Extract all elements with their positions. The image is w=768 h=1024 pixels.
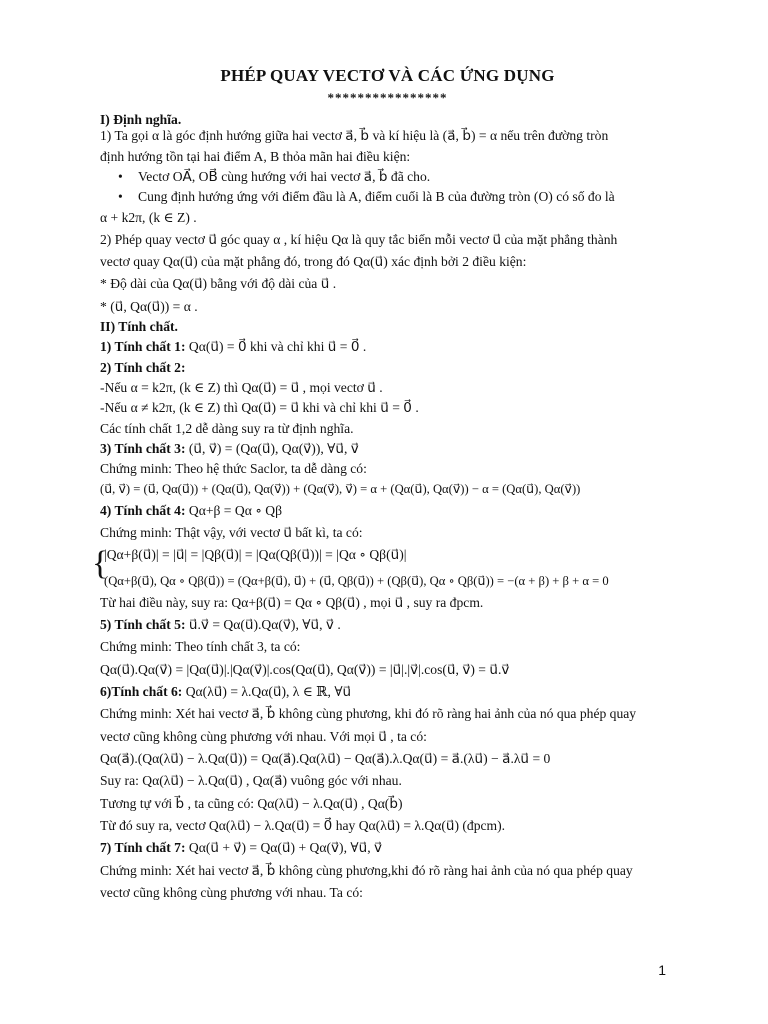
property-7-label: 7) Tính chất 7: <box>100 840 186 856</box>
property-5-statement: u⃗.v⃗ = Qα(u⃗).Qα(v⃗), ∀u⃗, v⃗ . <box>188 617 341 633</box>
definition-1-line-1: 1) Ta gọi α là góc định hướng giữa hai vectơ a⃗, b⃗ và kí hiệu là (a⃗, b⃗) = α nếu trên đường tròn <box>100 128 609 144</box>
property-3 <box>100 441 675 457</box>
property-7-statement: Qα(u⃗ + v⃗) = Qα(u⃗) + Qα(v⃗), ∀u⃗, v⃗ <box>188 840 383 856</box>
property-7 <box>100 840 675 856</box>
definition-1-line-2: định hướng tồn tại hai điểm A, B thỏa mãn hai điều kiện: <box>100 148 411 164</box>
property-4-label: 4) Tính chất 4: <box>100 502 186 518</box>
property-7-proof-line-2: vectơ cũng không cùng phương với nhau. Ta có: <box>100 884 363 900</box>
definition-2-line-2: vectơ quay Qα(u⃗) của mặt phẳng đó, trong đó Qα(u⃗) xác định bởi 2 điều kiện: <box>100 254 527 270</box>
property-1 <box>100 339 675 355</box>
property-6-proof-line-3: Suy ra: Qα(λu⃗) − λ.Qα(u⃗) , Qα(a⃗) vuông góc với nhau. <box>100 773 402 789</box>
property-6-label: 6)Tính chất 6: <box>100 684 183 700</box>
property-1-label: 1) Tính chất 1: <box>100 339 186 355</box>
property-5 <box>100 617 675 633</box>
section-heading-definition: I) Định nghĩa. <box>100 111 182 127</box>
definition-2-condition-2: * (u⃗, Qα(u⃗)) = α . <box>100 298 198 314</box>
property-4-proof-intro: Chứng minh: Thật vậy, với vectơ u⃗ bất kì, ta có: <box>100 525 363 541</box>
condition-bullet-2: • Cung định hướng ứng với điểm đầu là A, điểm cuối là B của đường tròn (O) có số đo là <box>100 189 675 205</box>
property-6-proof-line-1: Chứng minh: Xét hai vectơ a⃗, b⃗ không cùng phương, khi đó rõ ràng hai ảnh của nó qua phép quay <box>100 706 637 722</box>
page-number: 1 <box>658 962 666 978</box>
property-5-proof-intro: Chứng minh: Theo tính chất 3, ta có: <box>100 639 301 655</box>
property-5-proof-formula: Qα(u⃗).Qα(v⃗) = |Qα(u⃗)|.|Qα(v⃗)|.cos(Qα(u⃗), Qα(v⃗)) = |u⃗|.|v⃗|.cos(u⃗, v⃗) = u⃗.v⃗ <box>100 661 510 677</box>
property-2-label: 2) Tính chất 2: <box>100 359 186 375</box>
property-2-case-1: -Nếu α = k2π, (k ∈ Z) thì Qα(u⃗) = u⃗ , mọi vectơ u⃗ . <box>100 380 383 396</box>
property-4-system-line-2: (Qα+β(u⃗), Qα ∘ Qβ(u⃗)) = (Qα+β(u⃗), u⃗) + (u⃗, Qβ(u⃗)) + (Qβ(u⃗), Qα ∘ Qβ(u⃗)) = −(α + β) + β + α = 0 <box>104 573 609 588</box>
property-6-proof-formula: Qα(a⃗).(Qα(λu⃗) − λ.Qα(u⃗)) = Qα(a⃗).Qα(λu⃗) − Qα(a⃗).λ.Qα(u⃗) = a⃗.(λu⃗) − a⃗.λu⃗ = 0 <box>100 750 551 766</box>
property-4-system-line-1: |Qα+β(u⃗)| = |u⃗| = |Qβ(u⃗)| = |Qα(Qβ(u⃗))| = |Qα ∘ Qβ(u⃗)| <box>104 547 407 563</box>
property-6-proof-line-5: Từ đó suy ra, vectơ Qα(λu⃗) − λ.Qα(u⃗) = 0⃗ hay Qα(λu⃗) = λ.Qα(u⃗) (đpcm). <box>100 817 506 833</box>
property-2-case-2: -Nếu α ≠ k2π, (k ∈ Z) thì Qα(u⃗) = u⃗ khi và chỉ khi u⃗ = 0⃗ . <box>100 400 419 416</box>
title-separator: **************** <box>327 90 448 106</box>
property-6-proof-line-2: vectơ cũng không cùng phương với nhau. Với mọi u⃗ , ta có: <box>100 728 427 744</box>
condition-bullet-2-cont: α + k2π, (k ∈ Z) . <box>100 209 197 225</box>
property-4 <box>100 503 675 519</box>
page-title: PHÉP QUAY VECTƠ VÀ CÁC ỨNG DỤNG <box>220 66 555 85</box>
property-3-proof-formula: (u⃗, v⃗) = (u⃗, Qα(u⃗)) + (Qα(u⃗), Qα(v⃗)) + (Qα(v⃗), v⃗) = α + (Qα(u⃗), Qα(v⃗)) − α = (Qα(u⃗), Qα(v⃗)) <box>100 481 581 496</box>
property-1-statement: Qα(u⃗) = 0⃗ khi và chỉ khi u⃗ = 0⃗ . <box>188 339 367 355</box>
property-4-system <box>92 545 675 588</box>
property-7-proof-line-1: Chứng minh: Xét hai vectơ a⃗, b⃗ không cùng phương,khi đó rõ ràng hai ảnh của nó qua phép quay <box>100 862 633 878</box>
definition-2-condition-1: * Độ dài của Qα(u⃗) bằng với độ dài của u⃗ . <box>100 276 337 292</box>
left-brace-icon: { <box>92 545 109 583</box>
property-6 <box>100 684 675 700</box>
property-3-label: 3) Tính chất 3: <box>100 440 186 456</box>
property-2-note: Các tính chất 1,2 dễ dàng suy ra từ định nghĩa. <box>100 420 354 436</box>
property-6-statement: Qα(λu⃗) = λ.Qα(u⃗), λ ∈ ℝ, ∀u⃗ <box>185 684 352 700</box>
definition-2-line-1: 2) Phép quay vectơ u⃗ góc quay α , kí hiệu Qα là quy tắc biến mỗi vectơ u⃗ của mặt phẳng thành <box>100 231 618 247</box>
section-heading-properties: II) Tính chất. <box>100 319 178 335</box>
property-4-conclusion: Từ hai điều này, suy ra: Qα+β(u⃗) = Qα ∘ Qβ(u⃗) , mọi u⃗ , suy ra đpcm. <box>100 594 484 610</box>
property-6-proof-line-4: Tương tự với b⃗ , ta cũng có: Qα(λu⃗) − λ.Qα(u⃗) , Qα(b⃗) <box>100 795 403 811</box>
document-body <box>92 66 675 901</box>
property-4-statement: Qα+β = Qα ∘ Qβ <box>188 502 283 518</box>
property-5-label: 5) Tính chất 5: <box>100 617 186 633</box>
condition-bullet-1: • Vectơ OA⃗, OB⃗ cùng hướng với hai vectơ a⃗, b⃗ đã cho. <box>100 169 675 185</box>
property-3-proof-intro: Chứng minh: Theo hệ thức Saclor, ta dễ dàng có: <box>100 461 367 477</box>
property-3-statement: (u⃗, v⃗) = (Qα(u⃗), Qα(v⃗)), ∀u⃗, v⃗ <box>188 440 359 456</box>
